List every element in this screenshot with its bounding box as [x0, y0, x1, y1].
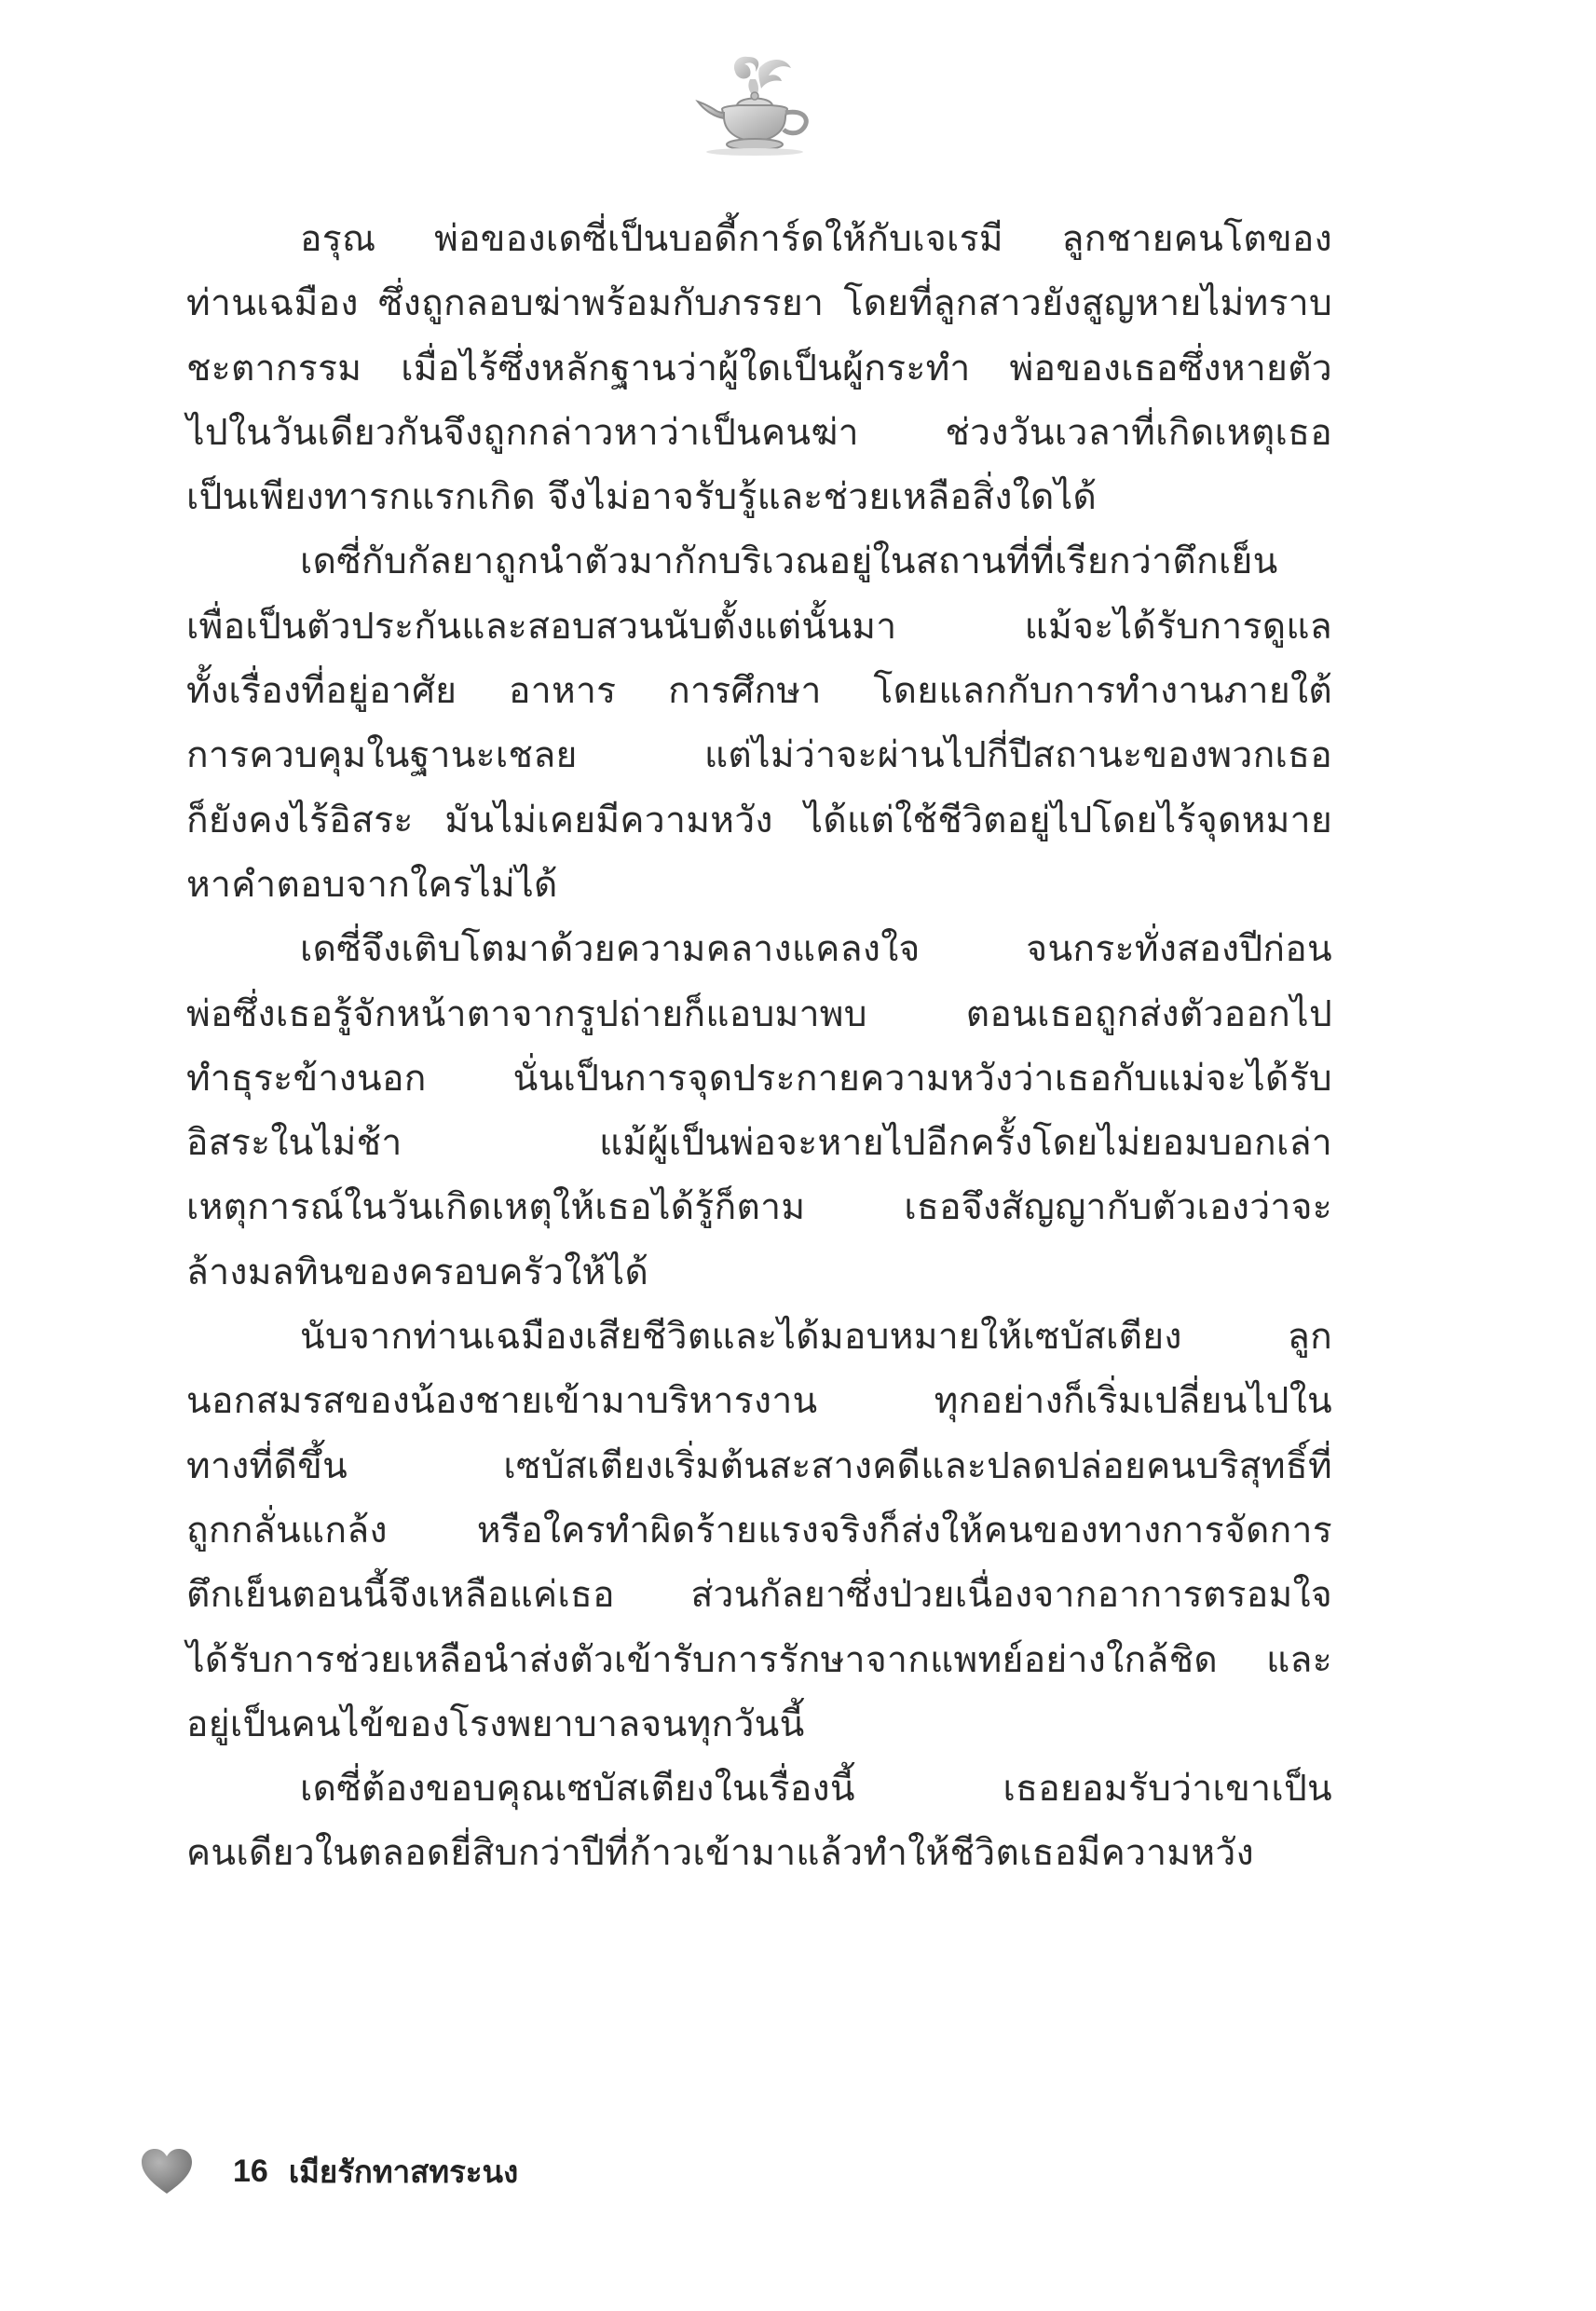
body-text: [186, 207, 1332, 1886]
text-line: เป็นเพียงทารกแรกเกิด จึงไม่อาจรับรู้และช่วยเหลือสิ่งใดได้: [186, 476, 1098, 519]
text-line: การควบคุมในฐานะเชลย แต่ไม่ว่าจะผ่านไปกี่ปีสถานะของพวกเธอ: [186, 734, 1332, 777]
text-line: อยู่เป็นคนไข้ของโรงพยาบาลจนทุกวันนี้: [186, 1702, 805, 1745]
text-line: ท่านเฉมือง ซึ่งถูกลอบฆ่าพร้อมกับภรรยา โดยที่ลูกสาวยังสูญหายไม่ทราบ: [186, 282, 1332, 325]
text-line: ชะตากรรม เมื่อไร้ซึ่งหลักฐานว่าผู้ใดเป็นผู้กระทำ พ่อของเธอซึ่งหายตัว: [186, 347, 1332, 390]
text-line: ทางที่ดีขึ้น เซบัสเตียงเริ่มต้นสะสางคดีและปลดปล่อยคนบริสุทธิ์ที่: [186, 1444, 1332, 1487]
text-line: นอกสมรสของน้องชายเข้ามาบริหารงาน ทุกอย่างก็เริ่มเปลี่ยนไปใน: [186, 1380, 1332, 1423]
text-line: เหตุการณ์ในวันเกิดเหตุให้เธอได้รู้ก็ตาม เธอจึงสัญญากับตัวเองว่าจะ: [186, 1186, 1332, 1229]
text-line: ทำธุระข้างนอก นั่นเป็นการจุดประกายความหวังว่าเธอกับแม่จะได้รับ: [186, 1057, 1332, 1100]
text-line: เพื่อเป็นตัวประกันและสอบสวนนับตั้งแต่นั้นมา แม้จะได้รับการดูแล: [186, 605, 1332, 648]
text-line: ถูกกลั่นแกล้ง หรือใครทำผิดร้ายแรงจริงก็ส่งให้คนของทางการจัดการ: [186, 1509, 1332, 1552]
text-line: เดซี่กับกัลยาถูกนำตัวมากักบริเวณอยู่ในสถานที่ที่เรียกว่าตึกเย็น: [300, 540, 1278, 583]
text-line: เดซี่ต้องขอบคุณเซบัสเตียงในเรื่องนี้ เธอยอมรับว่าเขาเป็น: [300, 1768, 1332, 1811]
heart-icon: [140, 2147, 194, 2195]
text-line: ตึกเย็นตอนนี้จึงเหลือแค่เธอ ส่วนกัลยาซึ่งป่วยเนื่องจากอาการตรอมใจ: [186, 1574, 1332, 1617]
text-line: ได้รับการช่วยเหลือนำส่งตัวเข้ารับการรักษาจากแพทย์อย่างใกล้ชิด และ: [186, 1638, 1332, 1681]
page-number: 16: [233, 2153, 268, 2189]
text-line: ล้างมลทินของครอบครัวให้ได้: [186, 1251, 649, 1293]
text-line: ทั้งเรื่องที่อยู่อาศัย อาหาร การศึกษา โดยแลกกับการทำงานภายใต้: [186, 670, 1332, 713]
text-line: นับจากท่านเฉมืองเสียชีวิตและได้มอบหมายให้เซบัสเตียง ลูก: [300, 1316, 1332, 1359]
book-title: เมียรักทาสทระนง: [288, 2153, 519, 2190]
teapot-angel-ornament-icon: [694, 51, 815, 158]
text-line: เดซี่จึงเติบโตมาด้วยความคลางแคลงใจ จนกระทั่งสองปีก่อน: [300, 928, 1332, 971]
text-line: หาคำตอบจากใครไม่ได้: [186, 863, 558, 906]
page-footer: [140, 2143, 518, 2199]
text-line: ไปในวันเดียวกันจึงถูกกล่าวหาว่าเป็นคนฆ่า ช่วงวันเวลาที่เกิดเหตุเธอ: [186, 411, 1332, 454]
text-line: ก็ยังคงไร้อิสระ มันไม่เคยมีความหวัง ได้แต่ใช้ชีวิตอยู่ไปโดยไร้จุดหมาย: [186, 799, 1332, 841]
text-line: คนเดียวในตลอดยี่สิบกว่าปีที่ก้าวเข้ามาแล้วทำให้ชีวิตเธอมีความหวัง: [186, 1832, 1254, 1875]
text-line: อิสระในไม่ช้า แม้ผู้เป็นพ่อจะหายไปอีกครั้งโดยไม่ยอมบอกเล่า: [186, 1122, 1332, 1165]
text-line: อรุณ พ่อของเดซี่เป็นบอดี้การ์ดให้กับเจเรมี ลูกชายคนโตของ: [300, 218, 1332, 260]
text-line: พ่อซึ่งเธอรู้จักหน้าตาจากรูปถ่ายก็แอบมาพบ ตอนเธอถูกส่งตัวออกไป: [186, 992, 1332, 1035]
